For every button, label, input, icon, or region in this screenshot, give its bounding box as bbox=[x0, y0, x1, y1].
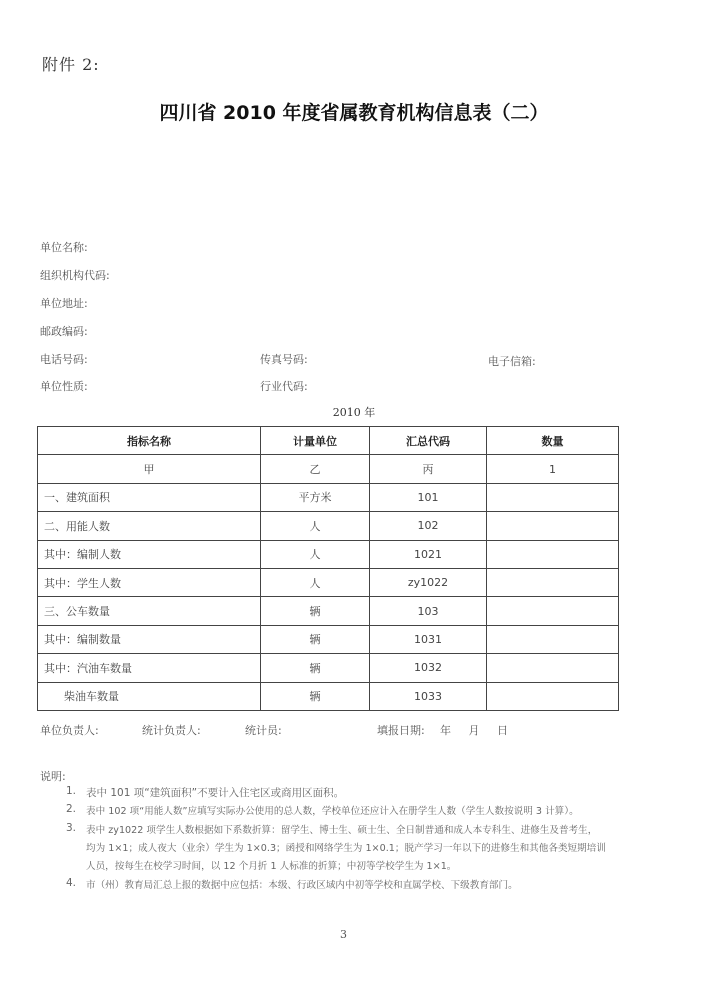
date-units: 年 月 日 bbox=[440, 724, 508, 737]
cell-indicator: 柴油车数量 bbox=[38, 682, 261, 710]
cell-unit: 平方米 bbox=[261, 483, 370, 511]
cell-code: 1021 bbox=[370, 540, 487, 568]
table-row bbox=[38, 654, 619, 682]
table-header-row bbox=[38, 427, 619, 455]
note-line: 表中 101 项“建筑面积”不要计入住宅区或商用区面积。 bbox=[86, 787, 345, 799]
cell-quantity[interactable] bbox=[487, 625, 619, 653]
document-title: 四川省 2010 年度省属教育机构信息表（二） bbox=[159, 102, 549, 124]
statistician-label: 统计员: bbox=[245, 724, 282, 737]
cell-code: 1033 bbox=[370, 682, 487, 710]
cell-quantity[interactable] bbox=[487, 654, 619, 682]
cell-unit: 乙 bbox=[261, 455, 370, 483]
note-number: 2. bbox=[66, 803, 77, 815]
table-row bbox=[38, 540, 619, 568]
address-label: 单位地址: bbox=[40, 297, 88, 310]
header-code: 汇总代码 bbox=[370, 427, 487, 455]
cell-indicator: 其中：汽油车数量 bbox=[38, 654, 261, 682]
table-row bbox=[38, 483, 619, 511]
cell-quantity: 1 bbox=[487, 455, 619, 483]
table-row bbox=[38, 568, 619, 596]
table-row bbox=[38, 682, 619, 710]
cell-unit: 人 bbox=[261, 568, 370, 596]
phone-label: 电话号码: bbox=[40, 353, 88, 366]
industry-code-label: 行业代码: bbox=[260, 380, 308, 393]
cell-code: zy1022 bbox=[370, 568, 487, 596]
cell-unit: 辆 bbox=[261, 597, 370, 625]
info-table bbox=[37, 426, 619, 711]
attachment-label: 附件 2: bbox=[42, 55, 100, 74]
fax-label: 传真号码: bbox=[260, 353, 308, 366]
cell-unit: 辆 bbox=[261, 682, 370, 710]
cell-quantity[interactable] bbox=[487, 568, 619, 596]
header-indicator: 指标名称 bbox=[38, 427, 261, 455]
cell-quantity[interactable] bbox=[487, 597, 619, 625]
unit-type-label: 单位性质: bbox=[40, 380, 88, 393]
cell-unit: 人 bbox=[261, 512, 370, 540]
unit-head-label: 单位负责人: bbox=[40, 724, 99, 737]
notes-heading: 说明: bbox=[40, 770, 66, 783]
unit-name-label: 单位名称: bbox=[40, 241, 88, 254]
cell-code: 103 bbox=[370, 597, 487, 625]
cell-indicator: 其中：编制数量 bbox=[38, 625, 261, 653]
cell-quantity[interactable] bbox=[487, 682, 619, 710]
postal-code-label: 邮政编码: bbox=[40, 325, 88, 338]
note-line: 人员，按每生在校学习时间，以 12 个月折 1 人标准的折算；中初等学校学生为 1×1。 bbox=[86, 861, 457, 872]
note-line: 均为 1×1；成人夜大（业余）学生为 1×0.3；函授和网络学生为 1×0.1；脱产学习一年以下的进修生和其他各类短期培训 bbox=[86, 843, 606, 854]
table-row bbox=[38, 455, 619, 483]
note-line: 表中 102 项“用能人数”应填写实际办公使用的总人数，学校单位还应计入在册学生人数（学生人数按说明 3 计算）。 bbox=[86, 806, 579, 817]
header-quantity: 数量 bbox=[487, 427, 619, 455]
table-row bbox=[38, 597, 619, 625]
cell-code: 102 bbox=[370, 512, 487, 540]
cell-code: 1032 bbox=[370, 654, 487, 682]
cell-quantity[interactable] bbox=[487, 512, 619, 540]
cell-code: 101 bbox=[370, 483, 487, 511]
stats-head-label: 统计负责人: bbox=[142, 724, 201, 737]
cell-indicator: 甲 bbox=[38, 455, 261, 483]
note-number: 1. bbox=[66, 785, 77, 797]
cell-unit: 辆 bbox=[261, 625, 370, 653]
note-line: 市（州）教育局汇总上报的数据中应包括：本级、行政区域内中初等学校和直属学校、下级教育部门。 bbox=[86, 880, 518, 891]
fill-date-label: 填报日期: bbox=[377, 724, 425, 737]
note-number: 4. bbox=[66, 877, 77, 889]
note-line: 表中 zy1022 项学生人数根据如下系数折算：留学生、博士生、硕士生、全日制普通和成人本专科生、进修生及普考生， bbox=[86, 825, 598, 836]
cell-quantity[interactable] bbox=[487, 540, 619, 568]
cell-quantity[interactable] bbox=[487, 483, 619, 511]
cell-code: 丙 bbox=[370, 455, 487, 483]
cell-indicator: 二、用能人数 bbox=[38, 512, 261, 540]
cell-indicator: 三、公车数量 bbox=[38, 597, 261, 625]
cell-code: 1031 bbox=[370, 625, 487, 653]
cell-indicator: 一、建筑面积 bbox=[38, 483, 261, 511]
table-row bbox=[38, 512, 619, 540]
page-number: 3 bbox=[340, 928, 347, 941]
cell-unit: 人 bbox=[261, 540, 370, 568]
header-unit: 计量单位 bbox=[261, 427, 370, 455]
email-label: 电子信箱: bbox=[488, 355, 536, 368]
org-code-label: 组织机构代码: bbox=[40, 269, 110, 282]
cell-indicator: 其中：学生人数 bbox=[38, 568, 261, 596]
cell-unit: 辆 bbox=[261, 654, 370, 682]
note-number: 3. bbox=[66, 822, 77, 834]
table-row bbox=[38, 625, 619, 653]
year-label: 2010 年 bbox=[332, 406, 376, 419]
cell-indicator: 其中：编制人数 bbox=[38, 540, 261, 568]
